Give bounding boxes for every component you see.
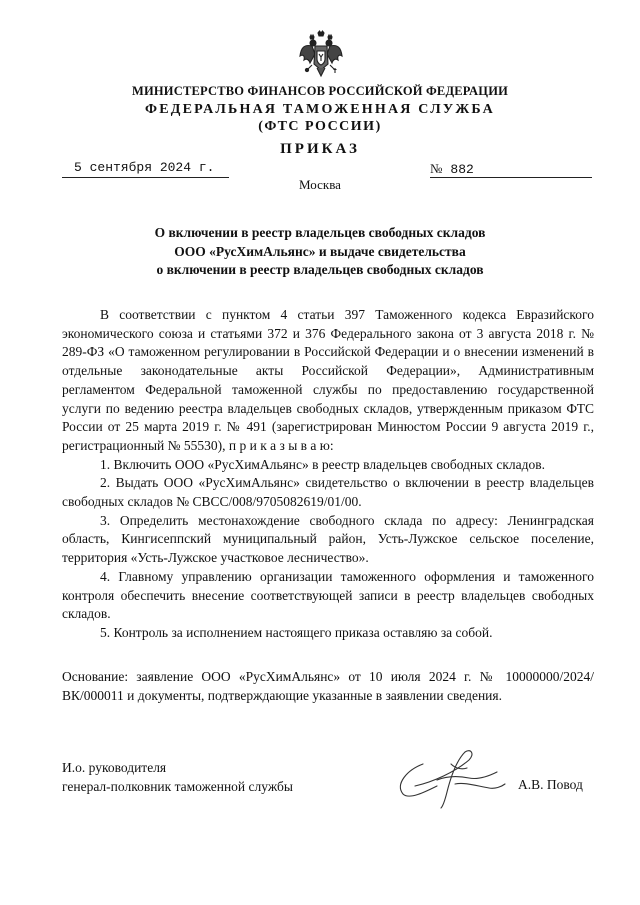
basis-paragraph: Основание: заявление ООО «РусХимАльянс» от 10 июля 2024 г. № 10000000/2024/ВК/000011 и документы, подтверждающие указанные в заявлении сведения. [62, 669, 594, 703]
position-line: И.о. руководителя [62, 760, 167, 775]
service-name: ФЕДЕРАЛЬНАЯ ТАМОЖЕННАЯ СЛУЖБА [145, 102, 495, 117]
position-line: генерал-полковник таможенной службы [62, 779, 293, 794]
document-body [62, 306, 594, 643]
number-value: 882 [450, 162, 474, 177]
document-date: 5 сентября 2024 г. [62, 160, 229, 178]
signatory-name: А.В. Повод [518, 777, 583, 792]
document-city: Москва [299, 177, 341, 192]
service-short-name: (ФТС РОССИИ) [258, 119, 382, 134]
document-number [430, 160, 592, 178]
order-item: 2. Выдать ООО «РусХимАльянс» свидетельство о включении в реестр владельцев свободных складов № СВСС/008/9705082619/01/00. [62, 475, 594, 510]
order-item: 1. Включить ООО «РусХимАльянс» в реестр владельцев свободных складов. [100, 456, 545, 472]
order-item: 5. Контроль за исполнением настоящего приказа оставляю за собой. [100, 624, 493, 640]
handwritten-signature-icon [385, 742, 515, 810]
number-sign: № [430, 161, 443, 176]
signatory-position [62, 758, 293, 796]
title-line: О включении в реестр владельцев свободных складов [154, 225, 486, 240]
title-line: о включении в реестр владельцев свободных складов [156, 262, 484, 277]
document-title [80, 224, 560, 280]
order-item: 4. Главному управлению организации таможенного оформления и таможенного контроля обеспечить внесение соответствующей записи в реестр владельцев свободных складов. [62, 568, 594, 622]
title-line: ООО «РусХимАльянс» и выдаче свидетельства [174, 243, 466, 259]
document-type: ПРИКАЗ [280, 141, 360, 157]
preamble-paragraph: В соответствии с пунктом 4 статьи 397 Таможенного кодекса Евразийского экономического союза и статьями 372 и 376 Федерального закона от 3 августа 2018 г. № 289-ФЗ «О таможенном регулировании в Российской Федерации и о внесении изменений в отдельные законодательные акты Российской Федерации», Административным регламентом Федеральной таможенной службы по предоставлению государственной услуги по ведению реестра владельцев свободных складов, утвержденным приказом ФТС России от 25 марта 2019 г. № 491 (зарегистрирован Минюстом России 9 августа 2019 г., регистрационный № 55530), п р и к а з ы в а ю: [62, 307, 594, 453]
ministry-name: МИНИСТЕРСТВО ФИНАНСОВ РОССИЙСКОЙ ФЕДЕРАЦИИ [131, 84, 509, 98]
order-item: 3. Определить местонахождение свободного склада по адресу: Ленинградская область, Кингисеппский муниципальный район, Усть-Лужское сельское поселение, территория «Усть-Лужское участковое лесничество». [62, 512, 594, 566]
coat-of-arms-icon [298, 30, 344, 78]
